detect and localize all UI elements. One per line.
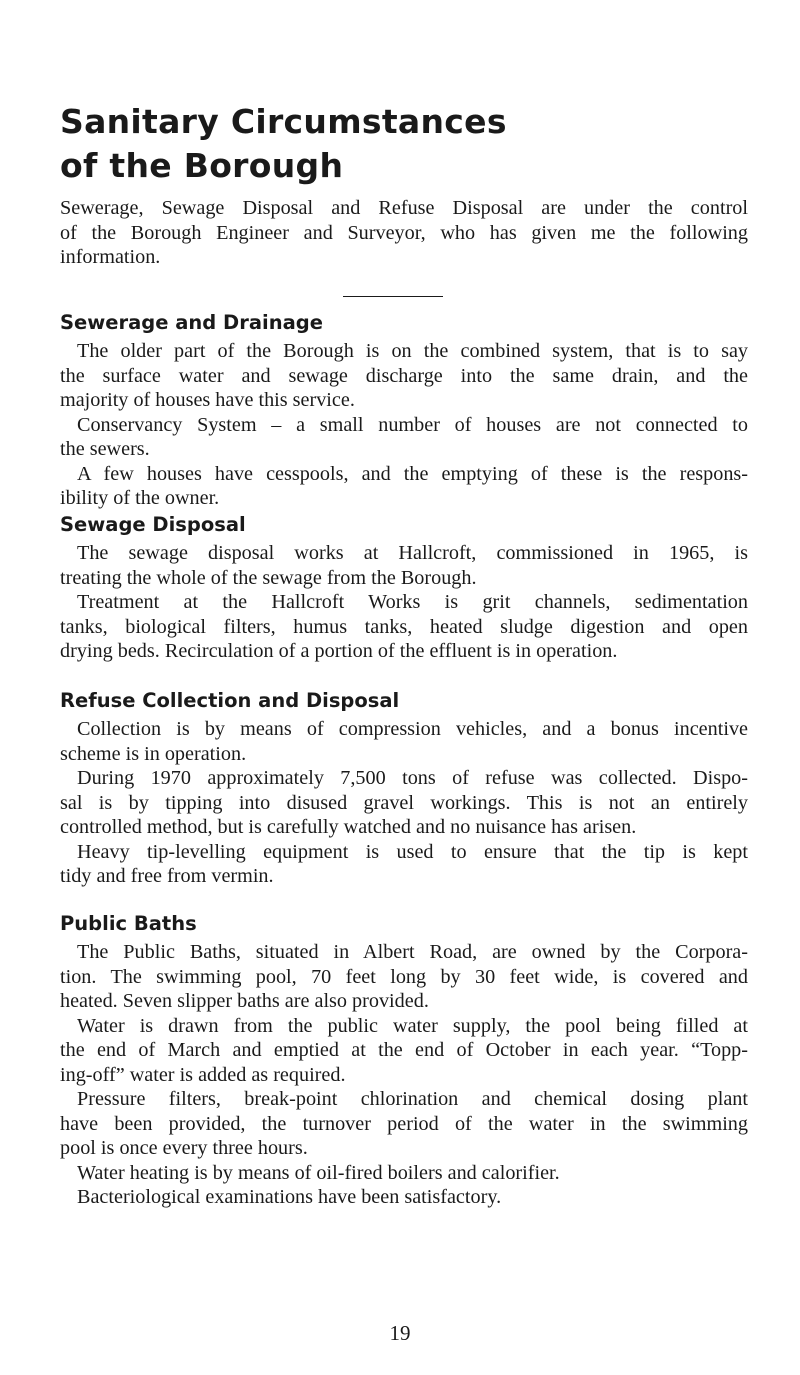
- text-line: ibility of the owner.: [60, 487, 220, 509]
- paragraph: [60, 766, 748, 840]
- paragraph: [60, 462, 748, 511]
- paragraph: [60, 940, 748, 1014]
- text-line: tion. The swimming pool, 70 feet long by 30 feet wide, is covered and: [60, 965, 748, 988]
- text-line: the sewers.: [60, 438, 150, 460]
- text-line: tidy and free from vermin.: [60, 865, 274, 887]
- text-line: Pressure filters, break-point chlorination and chemical dosing plant: [77, 1088, 748, 1110]
- text-line: sal is by tipping into disused gravel workings. This is not an entirely: [60, 791, 748, 814]
- section-heading: Public Baths: [60, 912, 197, 935]
- text-line: the end of March and emptied at the end of October in each year. “Topp-: [60, 1039, 748, 1061]
- text-line: heated. Seven slipper baths are also provided.: [60, 990, 429, 1012]
- section-divider: [343, 296, 443, 297]
- text-line: treating the whole of the sewage from the Borough.: [60, 566, 477, 589]
- section-sewerage: [60, 310, 748, 511]
- text-line: scheme is in operation.: [60, 742, 247, 765]
- paragraph: [60, 1014, 748, 1088]
- paragraph: [60, 1185, 748, 1210]
- text-line: A few houses have cesspools, and the emptying of these is the respons-: [77, 462, 748, 485]
- text-line: Heavy tip-levelling equipment is used to ensure that the tip is kept: [77, 840, 748, 863]
- section-public-baths: [60, 911, 748, 1210]
- title-line: Sanitary Circumstances: [60, 102, 507, 141]
- text-line: Sewerage, Sewage Disposal and Refuse Disposal are under the control: [60, 197, 748, 219]
- text-line: majority of houses have this service.: [60, 389, 355, 411]
- text-line: of the Borough Engineer and Surveyor, who has given me the following: [60, 221, 748, 244]
- paragraph: [60, 339, 748, 413]
- paragraph: [60, 590, 748, 664]
- text-line: The sewage disposal works at Hallcroft, commissioned in 1965, is: [77, 542, 748, 564]
- paragraph: [60, 717, 748, 766]
- paragraph: [60, 541, 748, 590]
- text-line: Bacteriological examinations have been satisfactory.: [77, 1186, 502, 1208]
- text-line: During 1970 approximately 7,500 tons of refuse was collected. Dispo-: [77, 767, 748, 789]
- text-line: Water heating is by means of oil-fired boilers and calorifier.: [77, 1161, 560, 1184]
- paragraph: [60, 1161, 748, 1186]
- text-line: Collection is by means of compression vehicles, and a bonus incentive: [77, 718, 748, 740]
- text-line: pool is once every three hours.: [60, 1137, 308, 1159]
- section-sewage-disposal: [60, 512, 748, 664]
- text-line: tanks, biological filters, humus tanks, heated sludge digestion and open: [60, 615, 748, 638]
- text-line: Treatment at the Hallcroft Works is grit channels, sedimentation: [77, 591, 748, 613]
- text-line: Conservancy System – a small number of houses are not connected to: [77, 413, 748, 436]
- text-line: drying beds. Recirculation of a portion of the effluent is in operation.: [60, 640, 618, 662]
- paragraph: [60, 1087, 748, 1161]
- section-heading: Sewerage and Drainage: [60, 311, 323, 334]
- title-line: of the Borough: [60, 146, 344, 185]
- text-line: Water is drawn from the public water supply, the pool being filled at: [77, 1014, 748, 1037]
- text-line: controlled method, but is carefully watched and no nuisance has arisen.: [60, 816, 637, 838]
- section-refuse: [60, 688, 748, 889]
- paragraph: [60, 413, 748, 462]
- page-number: 19: [389, 1321, 411, 1345]
- text-line: the surface water and sewage discharge into the same drain, and the: [60, 364, 748, 387]
- text-line: information.: [60, 246, 161, 268]
- paragraph: [60, 840, 748, 889]
- section-heading: Sewage Disposal: [60, 513, 246, 536]
- text-line: ing-off” water is added as required.: [60, 1063, 346, 1086]
- page-title: [60, 100, 507, 188]
- section-heading: Refuse Collection and Disposal: [60, 689, 400, 712]
- intro-paragraph: [60, 196, 748, 270]
- text-line: have been provided, the turnover period of the water in the swimming: [60, 1112, 748, 1135]
- text-line: The Public Baths, situated in Albert Road, are owned by the Corpora-: [77, 941, 748, 963]
- text-line: The older part of the Borough is on the combined system, that is to say: [77, 340, 748, 362]
